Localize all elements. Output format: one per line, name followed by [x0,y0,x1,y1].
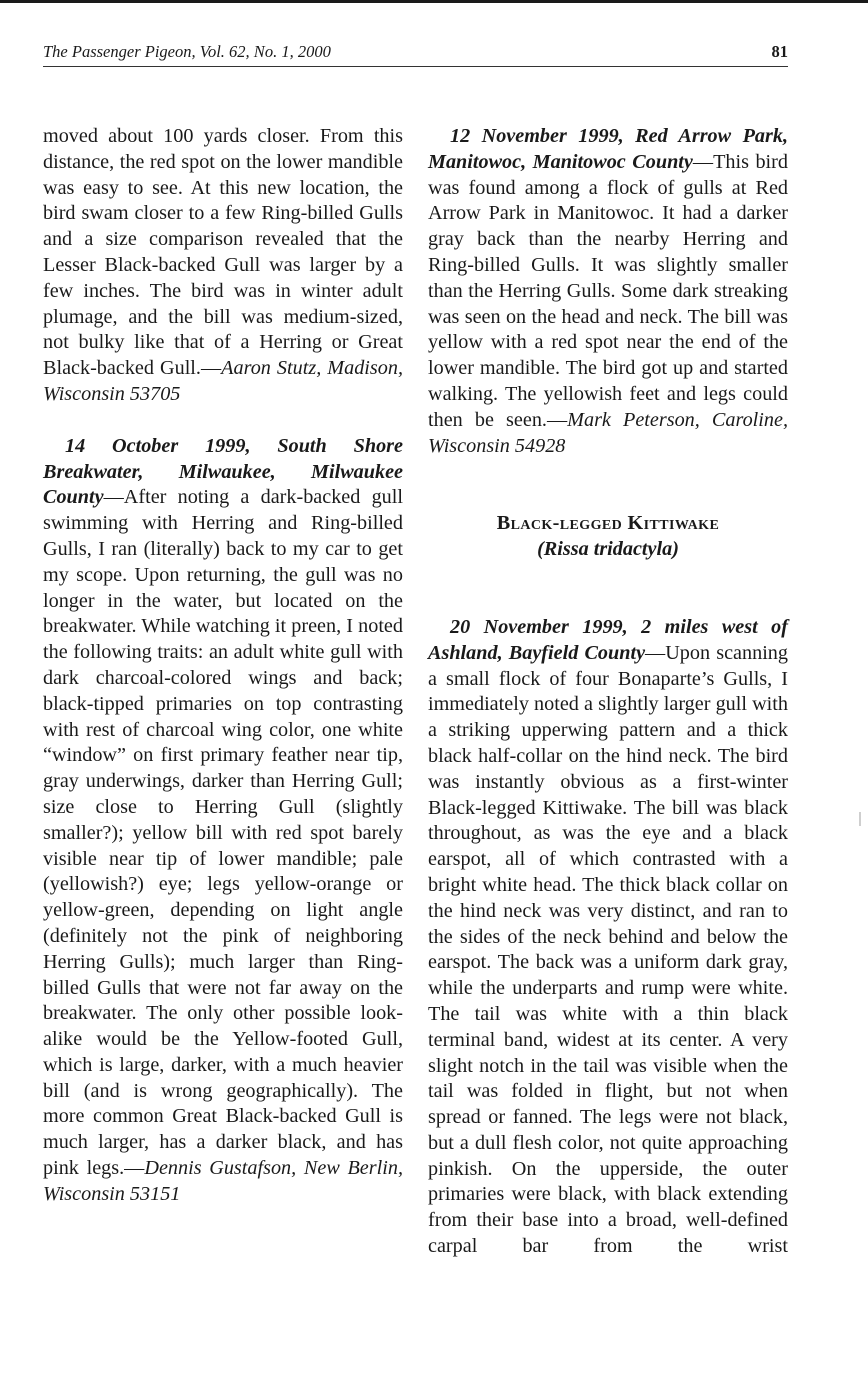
running-header [43,42,788,67]
report-text: —After noting a dark-backed gull swimming with Herring and Ring-billed Gulls, I ran (literally) back to my car to get my scope. Upon returning, the gull was no longer in the water, but located on the breakwater. While watching it preen, I noted the following traits: an adult white gull with dark charcoal-colored wings and back; black-tipped primaries on top contrasting with rest of charcoal wing color, one white “window” on first primary feather near tip, gray underwings, darker than Herring Gull; size close to Herring Gull (slightly smaller?); yellow bill with red spot barely visible near tip of lower mandible; pale (yellowish?) eye; legs yellow-orange or yellow-green, depending on light angle (definitely not the pink of neighboring Herring Gulls); much larger than Ring-billed Gulls that were not far away on the breakwater. The only other possible look-alike would be the Yellow-footed Gull, which is large, darker, with a much heavier bill (and is wrong geographically). The more common Great Black-backed Gull is much larger, has a darker black, and has pink legs.— [43,486,403,1180]
report-text: moved about 100 yards closer. From this distance, the red spot on the lower mandible was easy to see. At this new location, the bird swam closer to a few Ring-billed Gulls and a size comparison revealed that the Lesser Black-backed Gull was larger by a few inches. The bird was in winter adult plumage, and the bill was medium-sized, not bulky like that of a Herring or Great Black-backed Gull.— [43,125,403,380]
report-heading: 20 November 1999, 2 miles west of Ashland, Bayfield County [428,615,788,664]
report-red-arrow-park [428,124,788,459]
report-heading: 14 October 1999, South Shore Breakwater, Milwaukee, Milwaukee County [43,434,403,509]
report-heading: 12 November 1999, Red Arrow Park, Manitowoc, Manitowoc County [428,125,788,173]
species-common-name: Black-legged Kittiwake [496,512,720,535]
right-column [428,124,788,1260]
report-author: Aaron Stutz, Madison, Wisconsin 53705 [43,357,403,405]
report-author: Dennis Gustafson, New Berlin, Wisconsin 53151 [43,1157,403,1205]
report-text: —Upon scanning a small flock of four Bonaparte’s Gulls, I immediately noted a slightly larger gull with a striking upperwing pattern and a thick black half-collar on the hind neck. The bird was instantly obvious as a first-winter Black-legged Kittiwake. The bill was black throughout, as was the eye and a black earspot, all of which contrasted with a bright white head. The thick black collar on the hind neck was very distinct, and ran to the sides of the neck behind and below the earspot. The back was a uniform dark gray, while the underparts and rump were white. The tail was white with a thin black terminal band, widest at its center. A very slight notch in the tail was visible when the tail was folded in flight, but not when spread or fanned. The legs were not black, but a dull flesh color, not quite approaching pinkish. On the upperside, the outer primaries were black, with black extending from their base into a broad, well-defined carpal bar from the wrist [428,641,788,1258]
report-ashland [428,615,788,1260]
report-author: Mark Peterson, Caroline, Wisconsin 54928 [428,408,788,457]
left-column [43,124,403,1208]
top-border [0,0,868,3]
report-text: —This bird was found among a flock of gulls at Red Arrow Park in Manitowoc. It had a darker gray back than the nearby Herring and Ring-billed Gulls. It was slightly smaller than the Herring Gulls. Some dark streaking was seen on the head and neck. The bill was yellow with a red spot near the end of the lower mandible. The bird got up and started walking. The yellowish feet and legs could then be seen.— [428,150,788,431]
journal-title: The Passenger Pigeon, Vol. 62, No. 1, 2000 [43,42,331,61]
species-latin-name: (Rissa tridactyla) [537,538,679,561]
scan-edge-mark [859,812,861,826]
report-continued [43,124,403,408]
species-latin-heading [428,537,788,563]
page-number: 81 [771,42,788,61]
species-heading [428,511,788,537]
report-breakwater [43,434,403,1208]
